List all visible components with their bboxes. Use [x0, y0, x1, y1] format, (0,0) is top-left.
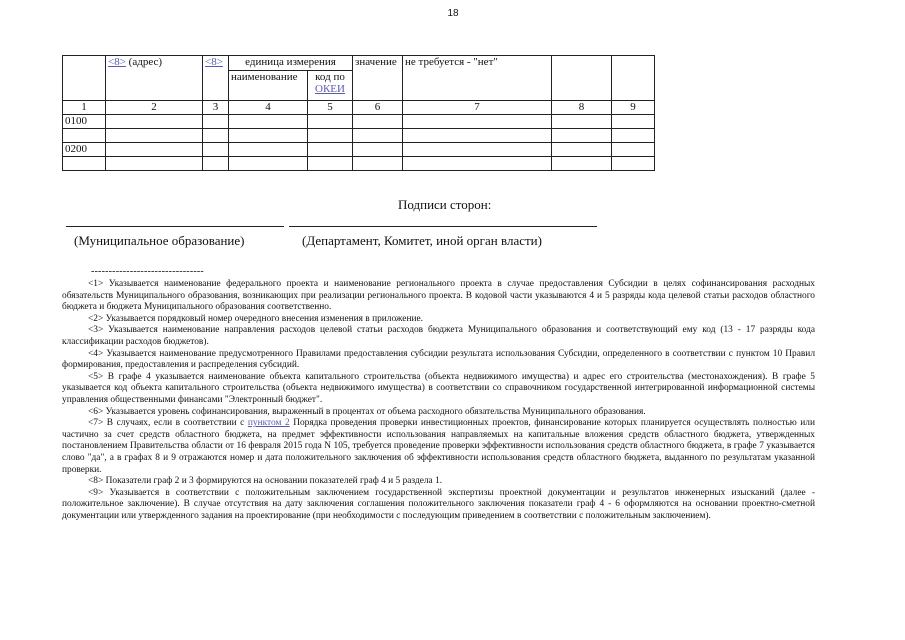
footnote-8-link[interactable]: <8>	[108, 56, 126, 68]
header-okei: код по ОКЕИ	[308, 71, 353, 101]
table-row: 0100	[63, 115, 655, 129]
signatures-title: Подписи сторон:	[398, 197, 492, 212]
okei-link[interactable]: ОКЕИ	[315, 83, 345, 95]
header-unit-name: наименование	[229, 71, 308, 101]
footnotes	[62, 279, 815, 522]
footnote-6: <6> Указывается уровень софинансирования, выраженный в процентах от объема расходного обязательства Муниципального образования.	[88, 406, 646, 417]
header-value: значение	[353, 56, 403, 101]
footnote-4: <4> Указывается наименование предусмотренного Правилами предоставления субсидии результата использования Субсидии, определенного в соответствии с пунктом 10 Правил формирования, предоставления и распределения субсидий.	[62, 348, 815, 371]
signature-label-left: (Муниципальное образование)	[74, 233, 245, 248]
header-col3	[203, 56, 229, 101]
object-table	[62, 55, 655, 171]
footnote-3: <3> Указывается наименование направления расходов целевой статьи расходов бюджета Муниципального образования и соответствующий ему код (13 - 17 разряды кода классификации расходов бюджетов).	[62, 325, 815, 347]
footnote-8: <8> Показатели граф 2 и 3 формируются на основании показателей граф 4 и 5 раздела 1.	[88, 476, 443, 487]
punkt-2-link[interactable]: пунктом 2	[247, 418, 290, 429]
signature-line-left	[66, 226, 284, 227]
footnote-1: <1> Указывается наименование федерального проекта и наименование регионального проекта в случае предоставления Субсидии в целях софинансирования расходных обязательств Муниципального образования, возникающих при реализации регионального проекта. В кодовой части указываются 4 и 5 разряды кода целевой статьи расходов областного бюджета и бюджета Муниципального образования соответственно.	[62, 279, 815, 313]
footnote-7: <7> В случаях, если в соответствии с пунктом 2 Порядка проведения проверки инвестиционных проектов, финансирование которых планируется осуществлять полностью или частично за счет средств областного бюджета, на предмет эффективности использования направляемых на капитальные вложения средств областного бюджета, утвержденных постановлением Правительства области от 16 февраля 2015 года N 105, требуется проведение проверки эффективности использования средств областного бюджета, в графе 7 указывается слово "да", а в графах 8 и 9 отражаются номер и дата положительного заключения об эффективности использования средств областного бюджета, выданного по результатам указанной проверки.	[62, 418, 815, 475]
signature-line-right	[289, 226, 597, 227]
footnote-8-link-2[interactable]: <8>	[205, 56, 223, 68]
footnote-2: <2> Указывается порядковый номер очередного внесения изменения в приложение.	[88, 313, 423, 324]
footnote-5: <5> В графе 4 указывается наименование объекта капитального строительства (объекта недвижимого имущества) и адрес его строительства (местонахождения). В графе 5 указывается код объекта капитального строительства (объекта недвижимого имущества) в соответствии со справочником государственной интегрированной информационной системы управления общественными финансами "Электронный бюджет".	[62, 371, 815, 405]
header-address: <8> (адрес)	[106, 56, 203, 101]
header-col1	[63, 56, 106, 101]
header-col9	[612, 56, 655, 101]
footnote-9: <9> Указывается в соответствии с положительным заключением государственной экспертизы проектной документации и результатов инженерных изысканий (далее - положительное заключение). В случае отсутствия на дату заключения соглашения положительного заключения показатели граф 4 - 6 оформляются на основании проектно-сметной документации или утвержденного задания на проектирование (при необходимости с последующим приведением в соответствии с положительным заключением).	[62, 487, 815, 521]
footnote-separator: --------------------------------	[91, 266, 204, 277]
table-row	[63, 157, 655, 171]
header-col7: не требуется - "нет"	[403, 56, 552, 101]
table-row: 0200	[63, 143, 655, 157]
header-col8	[552, 56, 612, 101]
header-unit-group: единица измерения	[229, 56, 353, 71]
column-numbers-row: 1 2 3 4 5 6 7 8 9	[63, 101, 655, 115]
table-row	[63, 129, 655, 143]
page-number: 18	[447, 8, 459, 19]
signature-label-right: (Департамент, Комитет, иной орган власти)	[302, 233, 542, 248]
